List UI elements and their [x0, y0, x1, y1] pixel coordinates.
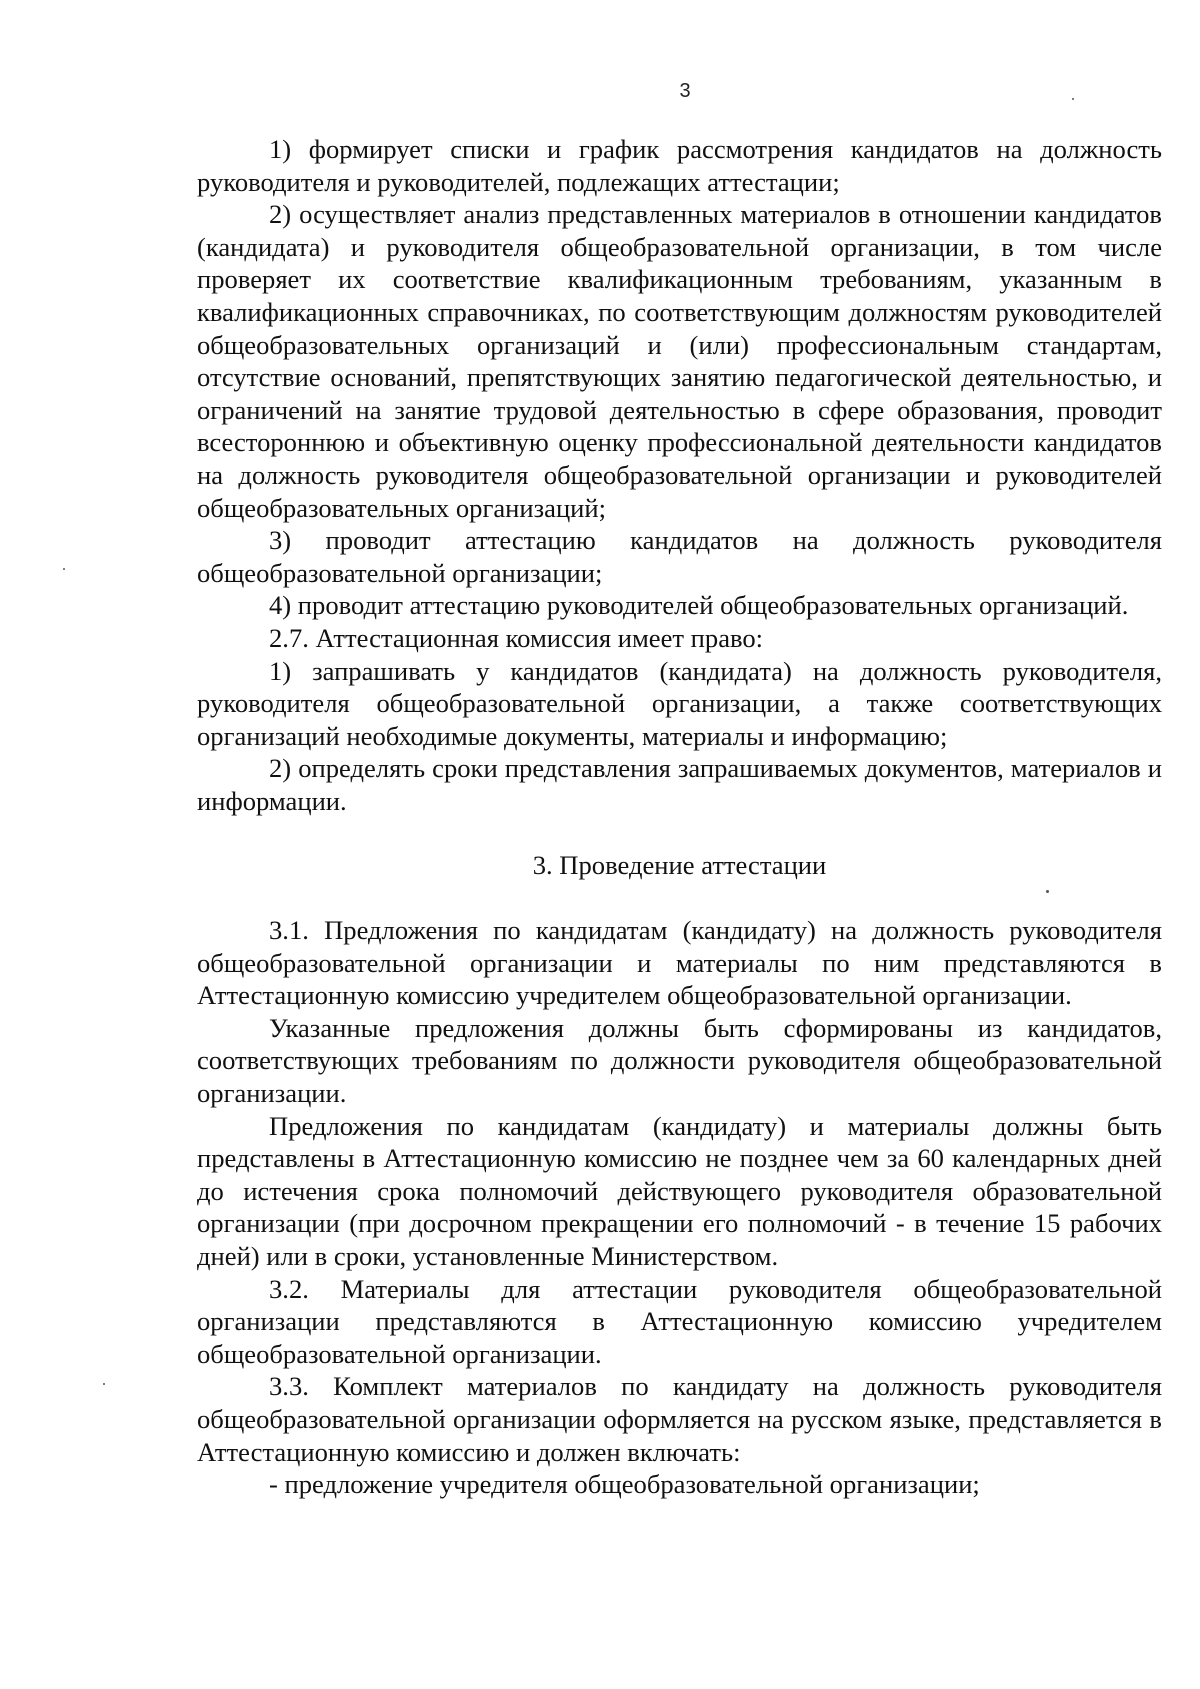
paragraph-2-7: 2.7. Аттестационная комиссия имеет право: [269, 622, 764, 653]
section-heading: 3. Проведение аттестации [532, 850, 827, 881]
paragraph-2-7-2: 2) определять сроки представления запрашиваемых документов, материалов и информации. [197, 753, 1162, 816]
page-number: 3 [679, 80, 691, 102]
list-item-proposal: - предложение учредителя общеобразовательной организации; [269, 1469, 980, 1500]
scan-speck [1072, 98, 1074, 100]
paragraph-1-4: 4) проводит аттестацию руководителей общеобразовательных организаций. [269, 590, 1129, 621]
scan-speck [103, 1383, 105, 1385]
paragraph-3-3: 3.3. Комплект материалов по кандидату на должность руководителя общеобразовательной организации оформляется на русском языке, представляется в Аттестационную комиссию и должен включать: [197, 1371, 1162, 1467]
paragraph-3-2: 3.2. Материалы для аттестации руководителя общеобразовательной организации представляются в Аттестационную комиссию учредителем общеобразовательной организации. [197, 1273, 1162, 1369]
paragraph-3-1-requirements: Указанные предложения должны быть сформированы из кандидатов, соответствующих требованиям по должности руководителя общеобразовательной организации. [197, 1012, 1162, 1109]
paragraph-2-7-1: 1) запрашивать у кандидатов (кандидата) на должность руководителя, руководителя общеобразовательной организации, а также соответствующих организаций необходимые документы, материалы и информацию; [197, 655, 1162, 751]
document-body [197, 133, 1162, 1501]
scan-speck [63, 568, 65, 570]
paragraph-1-3: 3) проводит аттестацию кандидатов на должность руководителя общеобразовательной организации; [197, 525, 1162, 588]
paragraph-3-1-deadline: Предложения по кандидатам (кандидату) и материалы должны быть представлены в Аттестационную комиссию не позднее чем за 60 календарных дней до истечения срока полномочий действующего руководителя образовательной организации (при досрочном прекращении его полномочий - в течение 15 рабочих дней) или в сроки, установленные Министерством. [197, 1110, 1162, 1271]
paragraph-3-1: 3.1. Предложения по кандидатам (кандидату) на должность руководителя общеобразовательной организации и материалы по ним представляются в Аттестационную комиссию учредителем общеобразовательной организации. [197, 915, 1162, 1011]
paragraph-1-2: 2) осуществляет анализ представленных материалов в отношении кандидатов (кандидата) и руководителя общеобразовательной организации, в том числе проверяет их соответствие квалификационным требованиям, указанным в квалификационных справочниках, по соответствующим должностям руководителей общеобразовательных организаций и (или) профессиональным стандартам, отсутствие оснований, препятствующих занятию педагогической деятельностью, и ограничений на занятие трудовой деятельностью в сфере образования, проводит всестороннюю и объективную оценку профессиональной деятельности кандидатов на должность руководителя общеобразовательной организации и руководителей общеобразовательных организаций; [197, 199, 1162, 523]
paragraph-1-1: 1) формирует списки и график рассмотрения кандидатов на должность руководителя и руководителей, подлежащих аттестации; [197, 134, 1162, 197]
scan-speck [1046, 890, 1049, 893]
